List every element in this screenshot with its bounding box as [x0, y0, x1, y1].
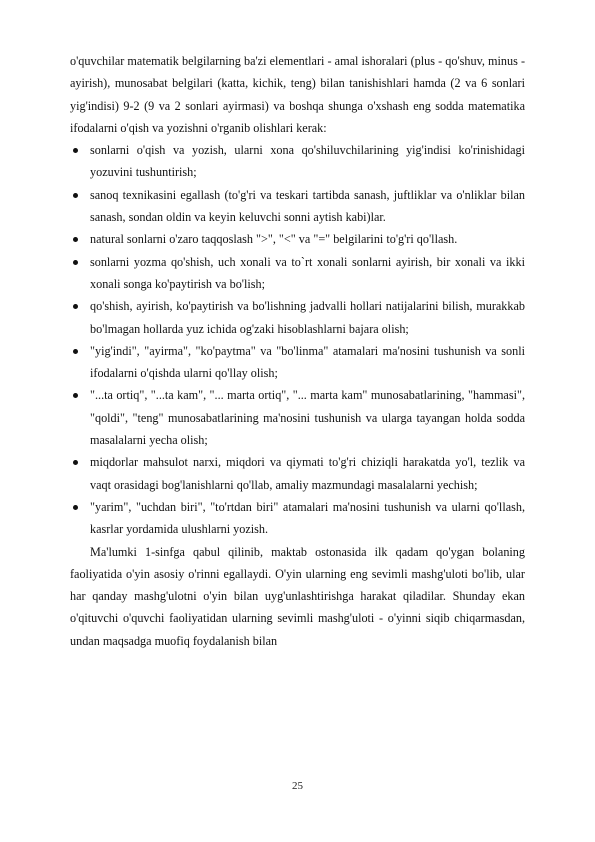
bullet-icon [73, 460, 78, 465]
list-item [70, 184, 525, 229]
list-item [70, 496, 525, 541]
list-item [70, 451, 525, 496]
list-item [70, 384, 525, 451]
list-item-text: sonlarni o'qish va yozish, ularni xona qo'shiluvchilarining yig'indisi ko'rinishidagi yozuvini tushuntirish; [90, 143, 525, 180]
requirements-list [70, 139, 525, 540]
list-item-text: sonlarni yozma qo'shish, uch xonali va to`rt xonali sonlarni ayirish, bir xonali va ikki xonali songa ko'paytirish va bo'lish; [90, 254, 525, 291]
bullet-icon [73, 260, 78, 265]
list-item [70, 340, 525, 385]
bullet-icon [73, 505, 78, 510]
list-item-text: sanoq texnikasini egallash (to'g'ri va teskari tartibda sanash, juftliklar va o'nliklar bilan sanash, sondan oldin va keyin keluvchi sonni aytish kabi)lar. [90, 187, 525, 225]
list-item-text: miqdorlar mahsulot narxi, miqdori va qiymati to'g'ri chiziqli harakatda yo'l, tezlik va vaqt orasidagi bog'lanishlarni qo'llab, amaliy mazmundagi masalalarni yechish; [90, 455, 525, 492]
closing-paragraph: Ma'lumki 1-sinfga qabul qilinib, maktab ostonasida ilk qadam qo'ygan bolaning faoliyatida o'yin asosiy o'rinni egallaydi. O'yin ularning eng sevimli mashg'uloti bo'lib, ular har qanday mashg'ulotni o'yin bilan uyg'unlashtirishga harakat qiladilar. Shunday ekan o'qituvchi o'quvchi faoliyatidan ularning sevimli mashg'uloti - o'yinni siqib chiqarmasdan, undan maqsadga muofiq foydalanish bilan [70, 544, 525, 648]
list-item [70, 251, 525, 296]
intro-paragraph: o'quvchilar matematik belgilarning ba'zi elementlari - amal ishoralari (plus - qo'shuv, minus - ayirish), munosabat belgilari (katta, kichik, teng) bilan tanishishlari hamda (2 va 6 sonlari yig'indisi) 9-2 (9 va 2 sonlari ayirmasi) va boshqa shunga o'xshash eng sodda matematika ifodalarni o'qish va yozishni o'rganib olishlari kerak: [70, 54, 525, 135]
list-item [70, 295, 525, 340]
list-item-text: qo'shish, ayirish, ko'paytirish va bo'lishning jadvalli hollari natijalarini bilish, murakkab bo'lmagan hollarda yuz ichida og'zaki hisoblashlarni bajara olish; [90, 299, 525, 336]
list-item [70, 228, 525, 250]
bullet-icon [73, 237, 78, 242]
list-item-text: natural sonlarni o'zaro taqqoslash ">", "<" va "=" belgilarini to'g'ri qo'llash. [90, 232, 458, 247]
bullet-icon [73, 393, 78, 398]
document-body [70, 50, 525, 652]
bullet-icon [73, 304, 78, 309]
list-item-text: "...ta ortiq", "...ta kam", "... marta ortiq", "... marta kam" munosabatlarining, "hammasi", "qoldi", "teng" munosabatlarining ma'nosini tushunish va ularga tayangan holda sodda masalalarni yecha olish; [90, 388, 525, 448]
bullet-icon [73, 349, 78, 354]
bullet-icon [73, 193, 78, 198]
list-item-text: "yig'indi", "ayirma", "ko'paytma" va "bo'linma" atamalari ma'nosini tushunish va sonli ifodalarni o'qishda ularni qo'llay olish; [90, 343, 525, 381]
list-item-text: "yarim", "uchdan biri", "to'rtdan biri" atamalari ma'nosini tushunish va ularni qo'llash, kasrlar yordamida ulushlarni yozish. [90, 499, 525, 537]
list-item [70, 139, 525, 184]
bullet-icon [73, 148, 78, 153]
page-number: 25 [292, 780, 303, 792]
